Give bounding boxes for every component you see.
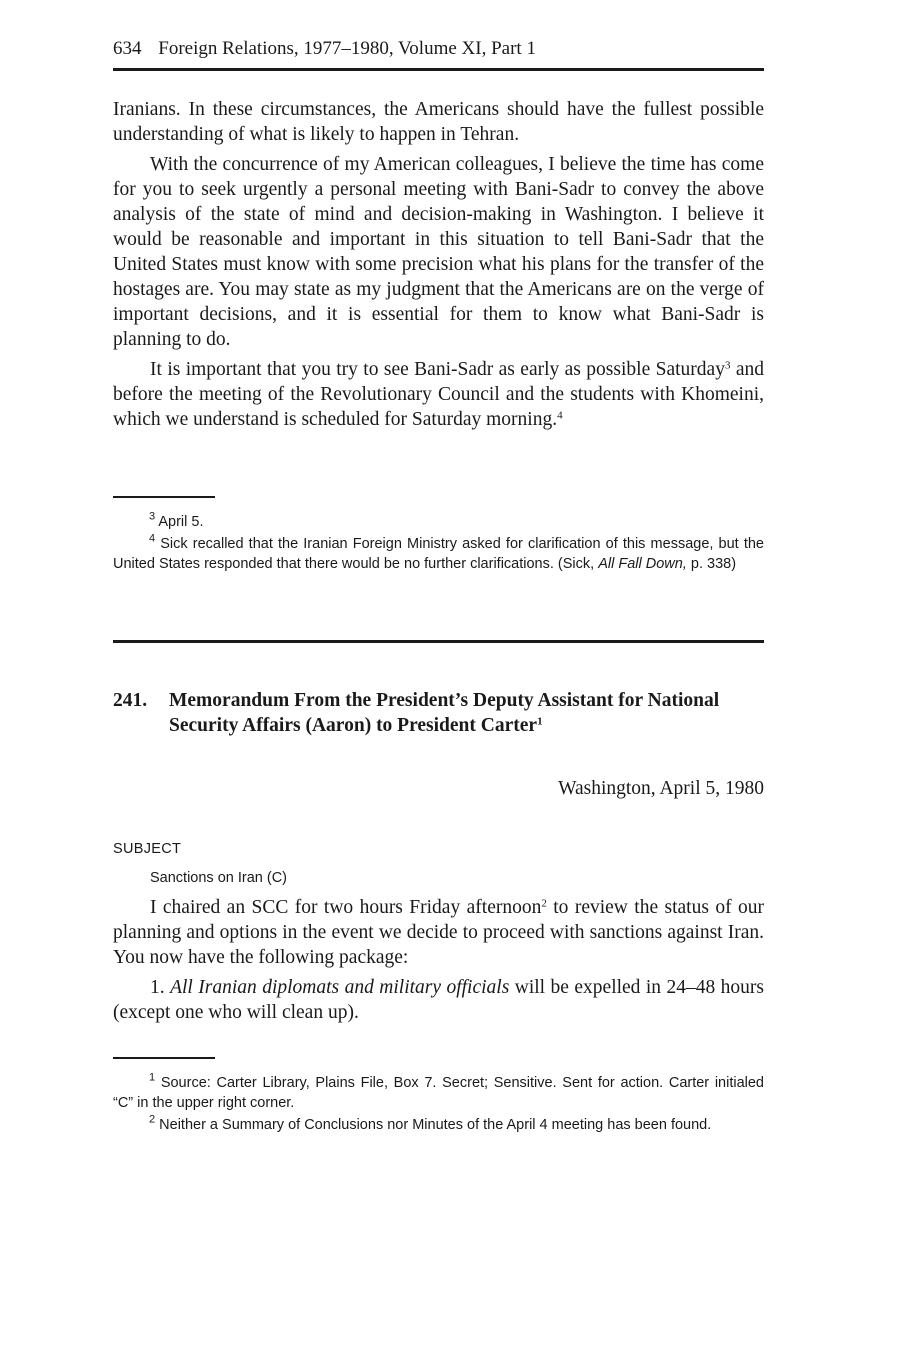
- footnote-2: [113, 1115, 764, 1135]
- page-number: 634: [113, 38, 142, 59]
- footnote-number: 1: [149, 1071, 156, 1084]
- footnote-text: April 5.: [155, 514, 204, 530]
- footnote-text: Sick recalled that the Iranian Foreign Ministry asked for clarification of this message, but the United States responded that there would be no further clarifications. (Sick,: [113, 536, 764, 572]
- footnote-3: [113, 512, 764, 532]
- dateline: Washington, April 5, 1980: [558, 778, 764, 799]
- volume-title: Foreign Relations, 1977–1980, Volume XI, Part 1: [158, 38, 536, 59]
- footnote-1: [113, 1073, 764, 1113]
- paragraph-3-text-a: It is important that you try to see Bani-Sadr as early as possible Saturday: [150, 359, 725, 380]
- memo-paragraph-1: [113, 895, 764, 970]
- footnote-ref-1[interactable]: 1: [537, 715, 543, 728]
- footnote-ref-2[interactable]: 2: [541, 897, 547, 910]
- footnotes-top: [113, 496, 764, 574]
- item-emphasis: All Iranian diplomats and military officials: [170, 977, 510, 998]
- top-body: [113, 97, 764, 432]
- memo-paragraph-1-text-a: I chaired an SCC for two hours Friday afternoon: [150, 897, 542, 918]
- footnote-text: Source: Carter Library, Plains File, Box 7. Secret; Sensitive. Sent for action. Carter initialed “C” in the upper right corner.: [113, 1075, 764, 1111]
- document-heading: [113, 688, 764, 738]
- footnote-ref-4[interactable]: 4: [557, 409, 563, 422]
- footnote-divider: [113, 496, 215, 498]
- item-text: will be expelled in 24–48 hours (except one who will clean up).: [113, 977, 765, 1023]
- footnotes-bottom: [113, 1057, 764, 1135]
- footnote-citation-title: All Fall Down,: [598, 556, 687, 572]
- section-divider: [113, 640, 764, 643]
- document-page: [113, 36, 764, 1135]
- footnote-divider: [113, 1057, 215, 1059]
- footnote-4: [113, 534, 764, 574]
- footnote-number: 3: [149, 510, 156, 523]
- footnote-text: Neither a Summary of Conclusions nor Minutes of the April 4 meeting has been found.: [155, 1117, 712, 1133]
- document-number: 241.: [113, 690, 148, 711]
- footnote-number: 2: [149, 1113, 156, 1126]
- subject-text: Sanctions on Iran (C): [150, 870, 288, 886]
- item-number: 1.: [150, 977, 171, 998]
- memo-item-1: [113, 975, 764, 1025]
- running-header: [113, 36, 764, 71]
- document-title: [169, 688, 764, 738]
- memo-body: [113, 895, 764, 1025]
- footnote-number: 4: [149, 532, 156, 545]
- footnote-text-end: p. 338): [686, 556, 737, 572]
- subject-label: SUBJECT: [113, 841, 182, 857]
- paragraph-2: With the concurrence of my American colleagues, I believe the time has come for you to seek urgently a personal meeting with Bani-Sadr to convey the above analysis of the state of mind and decision-making in Washington. I believe it would be reasonable and important in this situation to tell Bani-Sadr that the United States must know with some precision what his plans for the transfer of the hostages are. You may state as my judgment that the Americans are on the verge of important decisions, and it is essential for them to know what Bani-Sadr is planning to do.: [113, 154, 764, 350]
- paragraph-3-text-b: and before the meeting of the Revolutionary Council and the students with Khomeini, which we understand is scheduled for Saturday morning.: [113, 359, 765, 430]
- paragraph-3: [113, 357, 764, 432]
- document-title-text: Memorandum From the President’s Deputy Assistant for National Security Affairs (Aaron) to President Carter: [169, 690, 720, 736]
- paragraph-continuation: Iranians. In these circumstances, the Americans should have the fullest possible understanding of what is likely to happen in Tehran.: [113, 99, 764, 145]
- footnote-ref-3[interactable]: 3: [724, 359, 731, 372]
- memo-paragraph-1-text-b: to review the status of our planning and options in the event we decide to proceed with sanctions against Iran. You now have the following package:: [113, 897, 764, 968]
